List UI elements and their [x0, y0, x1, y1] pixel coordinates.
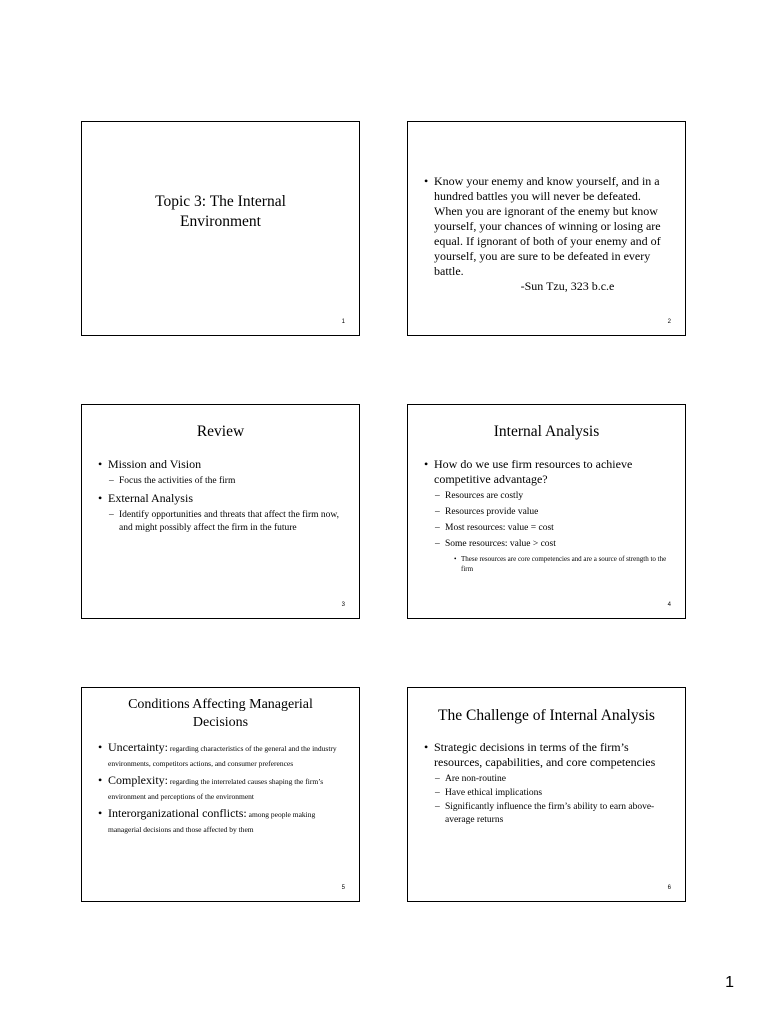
- sub-bullet: – Some resources: value > cost: [424, 538, 671, 551]
- sub-bullet: – Focus the activities of the firm: [98, 475, 345, 488]
- slide-number: 6: [667, 885, 671, 891]
- bullet: • Strategic decisions in terms of the firm’s resources, capabilities, and core competencies: [424, 740, 671, 770]
- bullet-detail: regarding characteristics of the general and the industry environments, competitors actions, and consumer preferences: [108, 744, 337, 768]
- bullet: • External Analysis: [98, 491, 345, 506]
- bullet-detail: regarding the interrelated causes shaping the firm’s environment and perceptions of the environment: [108, 777, 324, 801]
- slide-2: [407, 121, 686, 336]
- slide-body: [98, 740, 345, 839]
- slide-3: [81, 404, 360, 619]
- bullet: • Mission and Vision: [98, 457, 345, 472]
- bullet-lead: Uncertainty:: [108, 740, 168, 754]
- bullet: [98, 773, 345, 803]
- quote-attribution: -Sun Tzu, 323 b.c.e: [520, 279, 615, 293]
- bullet-lead: Interorganizational conflicts:: [108, 806, 247, 820]
- slide-number: 4: [667, 602, 671, 608]
- bullet: [98, 806, 345, 836]
- slide-body: [424, 740, 671, 830]
- sub-bullet: – Resources are costly: [424, 490, 671, 503]
- slide-number: 5: [341, 885, 345, 891]
- bullet: • How do we use firm resources to achieve competitive advantage?: [424, 457, 671, 487]
- bullet: [98, 740, 345, 770]
- sub-bullet: – Have ethical implications: [424, 787, 671, 800]
- bullet-detail: among people making managerial decisions and those affected by them: [108, 810, 316, 834]
- slide-body: [424, 457, 671, 576]
- slide-6: [407, 687, 686, 902]
- sub-bullet: – Identify opportunities and threats that affect the firm now, and might possibly affect the firm in the future: [98, 509, 345, 535]
- slide-4: [407, 404, 686, 619]
- quote-bullet: • Know your enemy and know yourself, and in a hundred battles you will never be defeated. When you are ignorant of the enemy but know yourself, your chances of winning or losing are equal. If ignorant of both of your enemy and of yourself, you are sure to be defeated in every battle.: [424, 174, 671, 279]
- slide-number: 2: [667, 319, 671, 325]
- sub-bullet: – Most resources: value = cost: [424, 522, 671, 535]
- slide-body: [98, 457, 345, 538]
- slide-number: 1: [341, 319, 345, 325]
- sub-bullet: – Resources provide value: [424, 506, 671, 519]
- slide-title: The Challenge of Internal Analysis: [438, 707, 655, 724]
- slide-title: Review: [196, 423, 245, 440]
- slide-title: Conditions Affecting Managerial Decisions: [128, 697, 313, 730]
- sub-sub-bullet: • These resources are core competencies and are a source of strength to the firm: [424, 554, 671, 574]
- bullet-lead: Complexity:: [108, 773, 168, 787]
- slide-1: [81, 121, 360, 336]
- sub-bullet: – Are non-routine: [424, 773, 671, 786]
- slide-title: Internal Analysis: [493, 423, 600, 440]
- slide-body: [424, 174, 671, 294]
- sub-bullet: – Significantly influence the firm’s ability to earn above-average returns: [424, 801, 671, 827]
- page-number: 1: [725, 974, 734, 991]
- slide-number: 3: [341, 602, 345, 608]
- slide-title: Topic 3: The Internal Environment: [155, 193, 286, 230]
- slide-5: [81, 687, 360, 902]
